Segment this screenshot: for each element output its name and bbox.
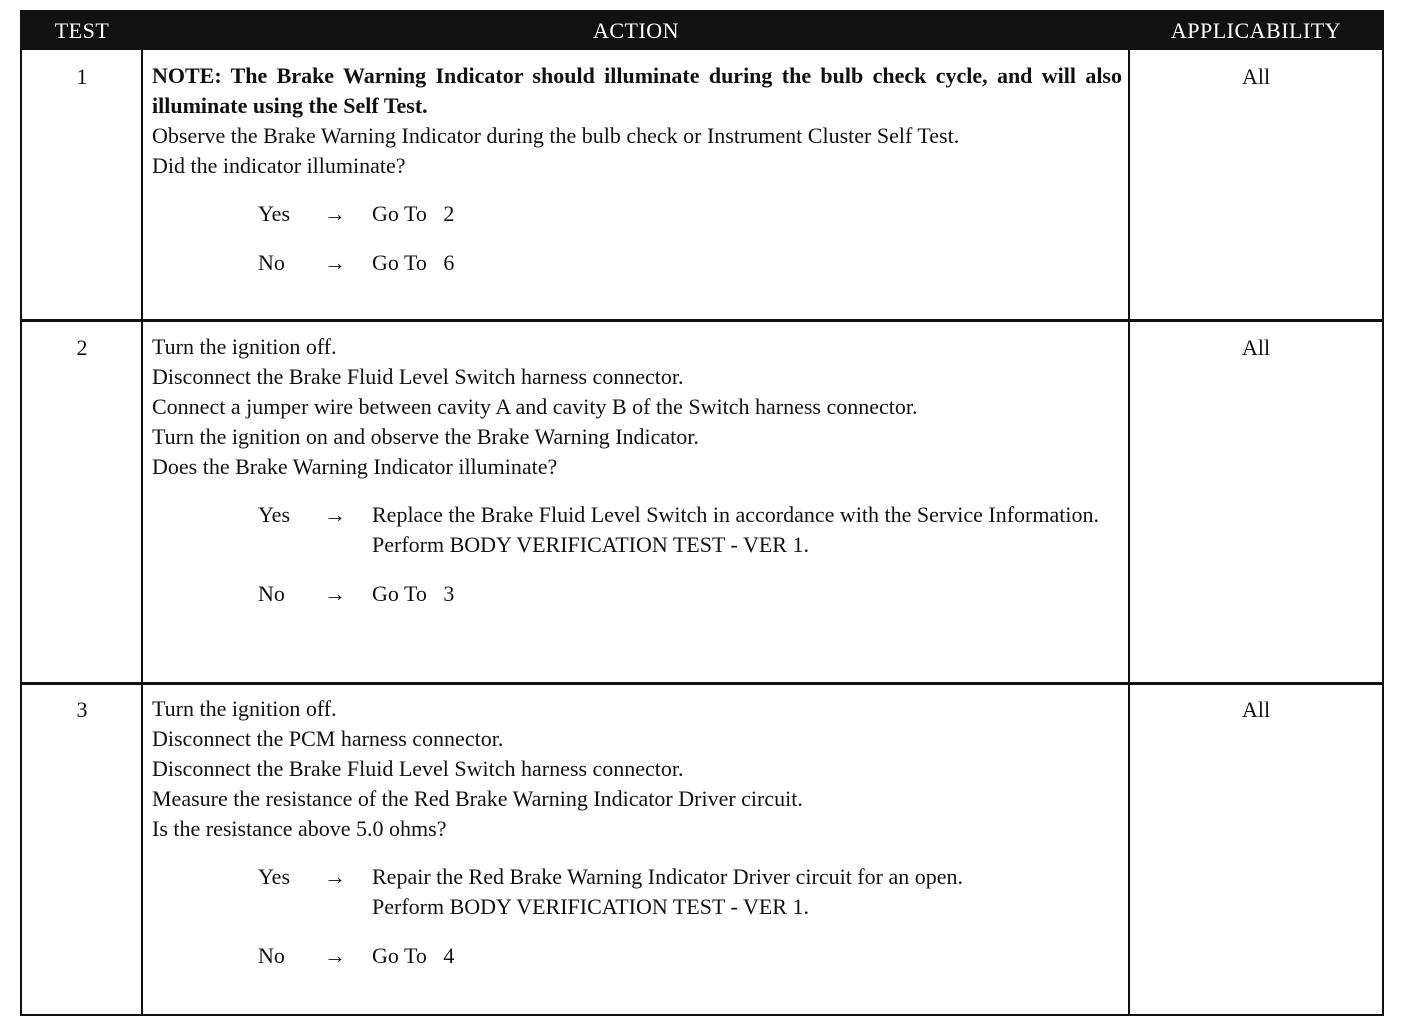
action-question: Is the resistance above 5.0 ohms? [152,816,447,841]
diagnostic-table [20,10,1384,1016]
yes-label: Yes [258,864,291,889]
yes-label: Yes [258,502,291,527]
result-line: Perform BODY VERIFICATION TEST - VER 1. [372,532,809,557]
action-line: Measure the resistance of the Red Brake Warning Indicator Driver circuit. [152,786,803,811]
note-text: NOTE: The Brake Warning Indicator should illuminate during the bulb check cycle, and will also illuminate using the Self Test. [152,63,1122,118]
action-line: Disconnect the Brake Fluid Level Switch harness connector. [152,364,684,389]
no-result [372,941,1122,971]
column-divider [1128,50,1130,1014]
arrow-icon: → [324,502,346,527]
yes-result [372,199,1122,229]
action-question: Did the indicator illuminate? [152,153,406,178]
action-line: Disconnect the PCM harness connector. [152,726,504,751]
yes-result [372,862,1122,922]
arrow-icon: → [324,201,346,226]
result-line: Perform BODY VERIFICATION TEST - VER 1. [372,894,809,919]
test-number: 2 [76,335,88,360]
result-line: Go To 3 [372,581,455,606]
action-cell [152,332,1122,609]
result-line: Go To 6 [372,250,455,275]
test-number: 1 [76,64,88,89]
applicability-value: All [1241,64,1271,89]
result-line: Go To 2 [372,201,455,226]
no-response [152,248,1122,278]
action-line: Turn the ignition off. [152,334,337,359]
row-divider [22,319,1382,322]
no-label: No [258,943,285,968]
header-applicability: APPLICABILITY [1170,18,1342,43]
action-question: Does the Brake Warning Indicator illuminate? [152,454,558,479]
header-action: ACTION [592,18,680,43]
no-response [152,941,1122,971]
yes-response [152,500,1122,560]
arrow-icon: → [324,581,346,606]
yes-label: Yes [258,201,291,226]
action-line: Observe the Brake Warning Indicator during the bulb check or Instrument Cluster Self Test. [152,123,960,148]
test-number: 3 [76,697,88,722]
yes-response [152,862,1122,922]
action-line: Turn the ignition on and observe the Brake Warning Indicator. [152,424,699,449]
applicability-value: All [1241,335,1271,360]
no-result [372,248,1122,278]
action-cell [152,694,1122,971]
arrow-icon: → [324,943,346,968]
result-line: Repair the Red Brake Warning Indicator Driver circuit for an open. [372,864,963,889]
yes-response [152,199,1122,229]
no-result [372,579,1122,609]
action-line: Turn the ignition off. [152,696,337,721]
row-divider [22,682,1382,685]
arrow-icon: → [324,864,346,889]
action-line: Connect a jumper wire between cavity A and cavity B of the Switch harness connector. [152,394,918,419]
arrow-icon: → [324,250,346,275]
action-cell [152,61,1122,278]
no-label: No [258,581,285,606]
column-divider [141,50,143,1014]
header-test: TEST [54,18,110,43]
no-response [152,579,1122,609]
result-line: Replace the Brake Fluid Level Switch in accordance with the Service Information. [372,502,1099,527]
result-line: Go To 4 [372,943,455,968]
no-label: No [258,250,285,275]
action-line: Disconnect the Brake Fluid Level Switch harness connector. [152,756,684,781]
table-header [22,12,1382,50]
applicability-value: All [1241,697,1271,722]
yes-result [372,500,1122,560]
